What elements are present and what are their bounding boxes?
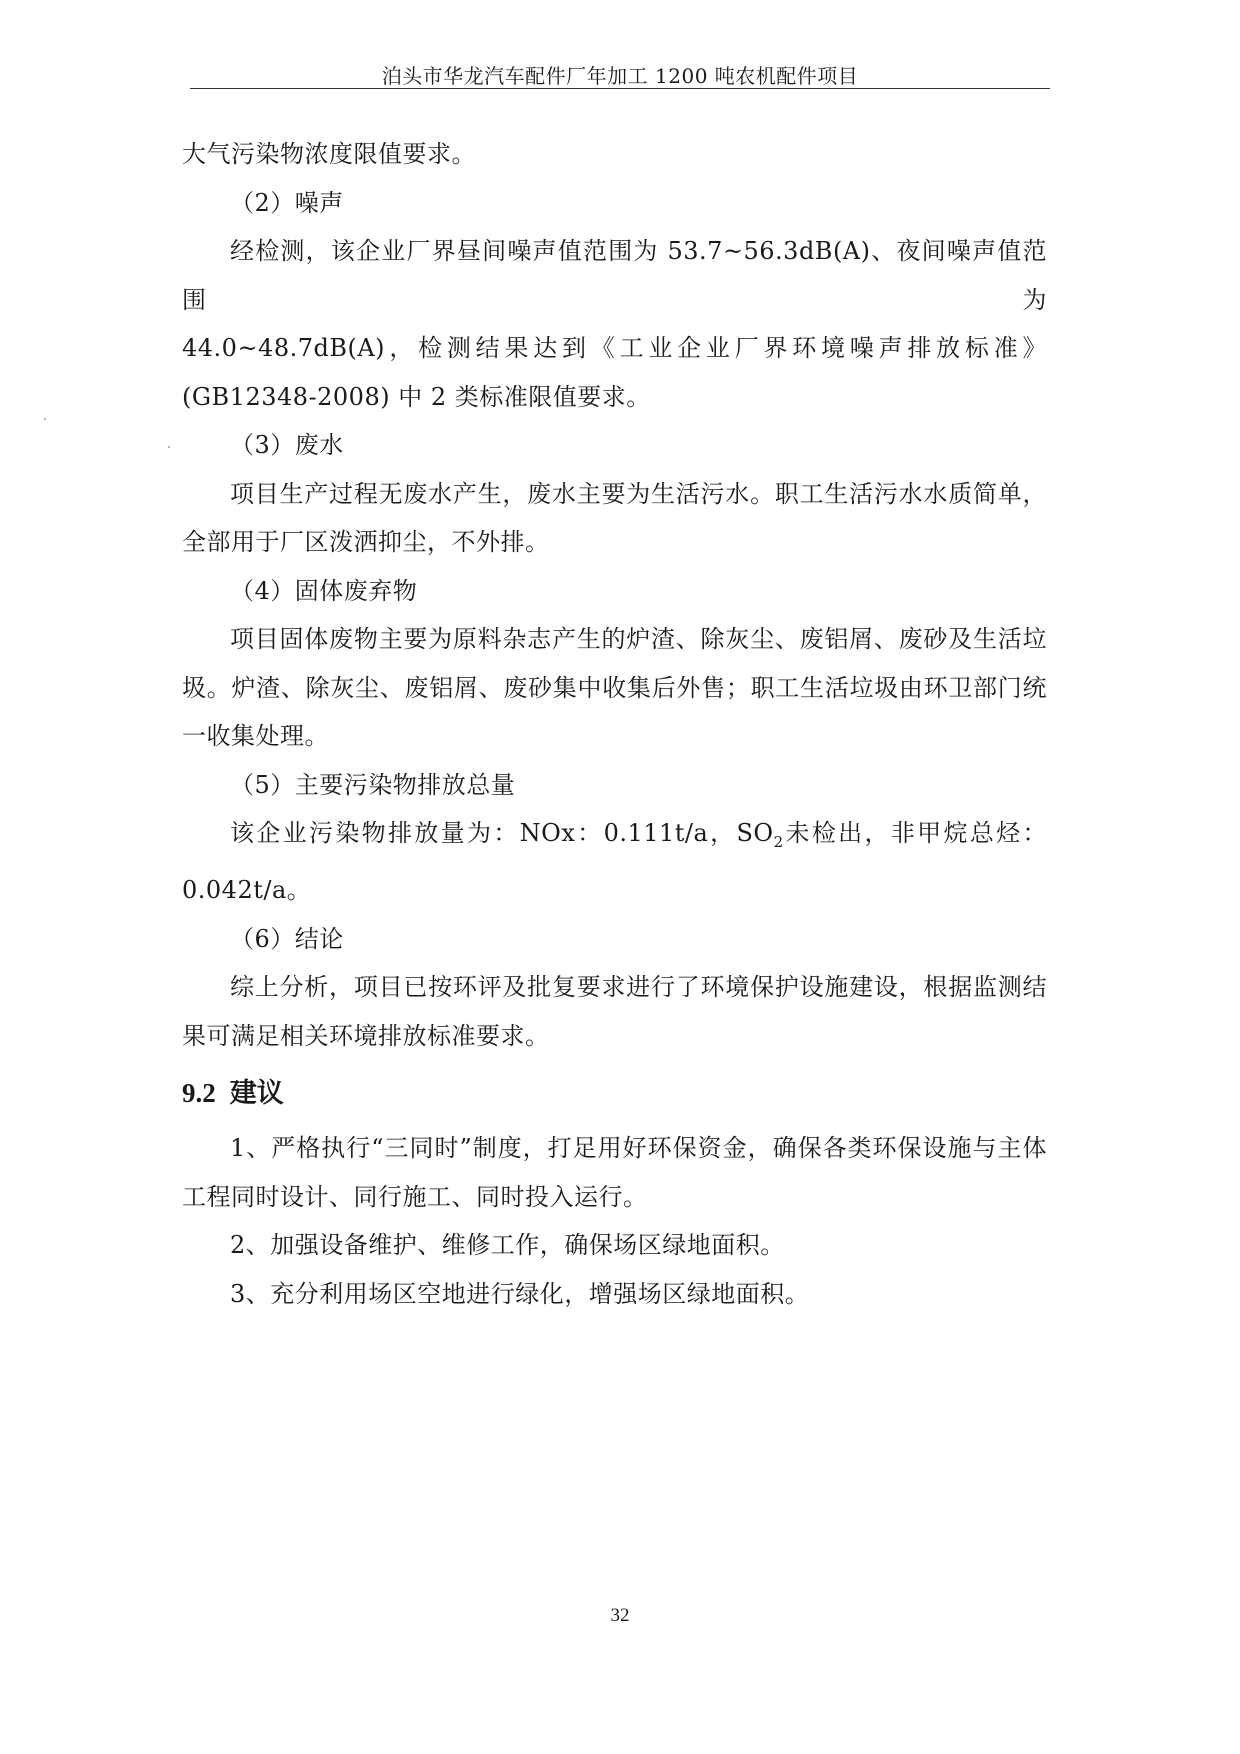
solid-waste-heading: （4）固体废弃物	[230, 576, 418, 605]
wastewater-paragraph: 项目生产过程无废水产生，废水主要为生活污水。职工生活污水水质简单，全部用于厂区泼洒抑尘，不外排。	[182, 479, 1047, 556]
conclusion-paragraph: 综上分析，项目已按环评及批复要求进行了环境保护设施建设，根据监测结果可满足相关环境排放标准要求。	[182, 973, 1047, 1050]
section-title: 建议	[229, 1078, 284, 1109]
noise-line-1: 经检测，该企业厂界昼间噪声值范围为 53.7~56.3dB(A)、夜间噪声值范围为	[182, 237, 1047, 314]
wastewater-heading: （3）废水	[230, 431, 344, 459]
suggestion-item-1: 1、严格执行“三同时”制度，打足用好环保资金，确保各类环保设施与主体工程同时设计、同行施工、同时投入运行。	[182, 1134, 1047, 1211]
conclusion-heading: （6）结论	[230, 924, 344, 953]
page-body	[182, 130, 1047, 1318]
section-number: 9.2	[182, 1078, 216, 1109]
running-header: 泊头市华龙汽车配件厂年加工 1200 吨农机配件项目	[381, 64, 859, 88]
emission-total-text: 该企业污染物排放量为：NOx：0.111t/a，SO	[230, 819, 774, 847]
emission-total-heading: （5）主要污染物排放总量	[230, 770, 516, 799]
noise-line-3: (GB12348-2008) 中 2 类标准限值要求。	[182, 382, 651, 411]
section-heading	[182, 1068, 1047, 1118]
noise-line-2: 44.0~48.7dB(A)，检测结果达到《工业企业厂界环境噪声排放标准》	[182, 334, 1047, 362]
noise-heading: （2）噪声	[230, 188, 344, 217]
scan-speck	[168, 446, 170, 448]
emission-total-text-rest: 未检出，非甲烷总烃：0.042t/a。	[182, 819, 1048, 905]
suggestion-item-3: 3、充分利用场区空地进行绿化，增强场区绿地面积。	[230, 1279, 810, 1308]
header-rule	[190, 88, 1050, 89]
solid-waste-paragraph: 项目固体废物主要为原料杂志产生的炉渣、除灰尘、废铝屑、废砂及生活垃圾。炉渣、除灰尘、废铝屑、废砂集中收集后外售；职工生活垃圾由环卫部门统一收集处理。	[182, 625, 1047, 750]
page-number: 32	[610, 1605, 630, 1626]
suggestion-item-2: 2、加强设备维护、维修工作，确保场区绿地面积。	[230, 1231, 785, 1260]
paragraph-continuation: 大气污染物浓度限值要求。	[182, 140, 476, 168]
so2-subscript: 2	[773, 832, 784, 851]
scan-speck	[44, 418, 46, 420]
emission-total-paragraph	[182, 809, 1047, 915]
